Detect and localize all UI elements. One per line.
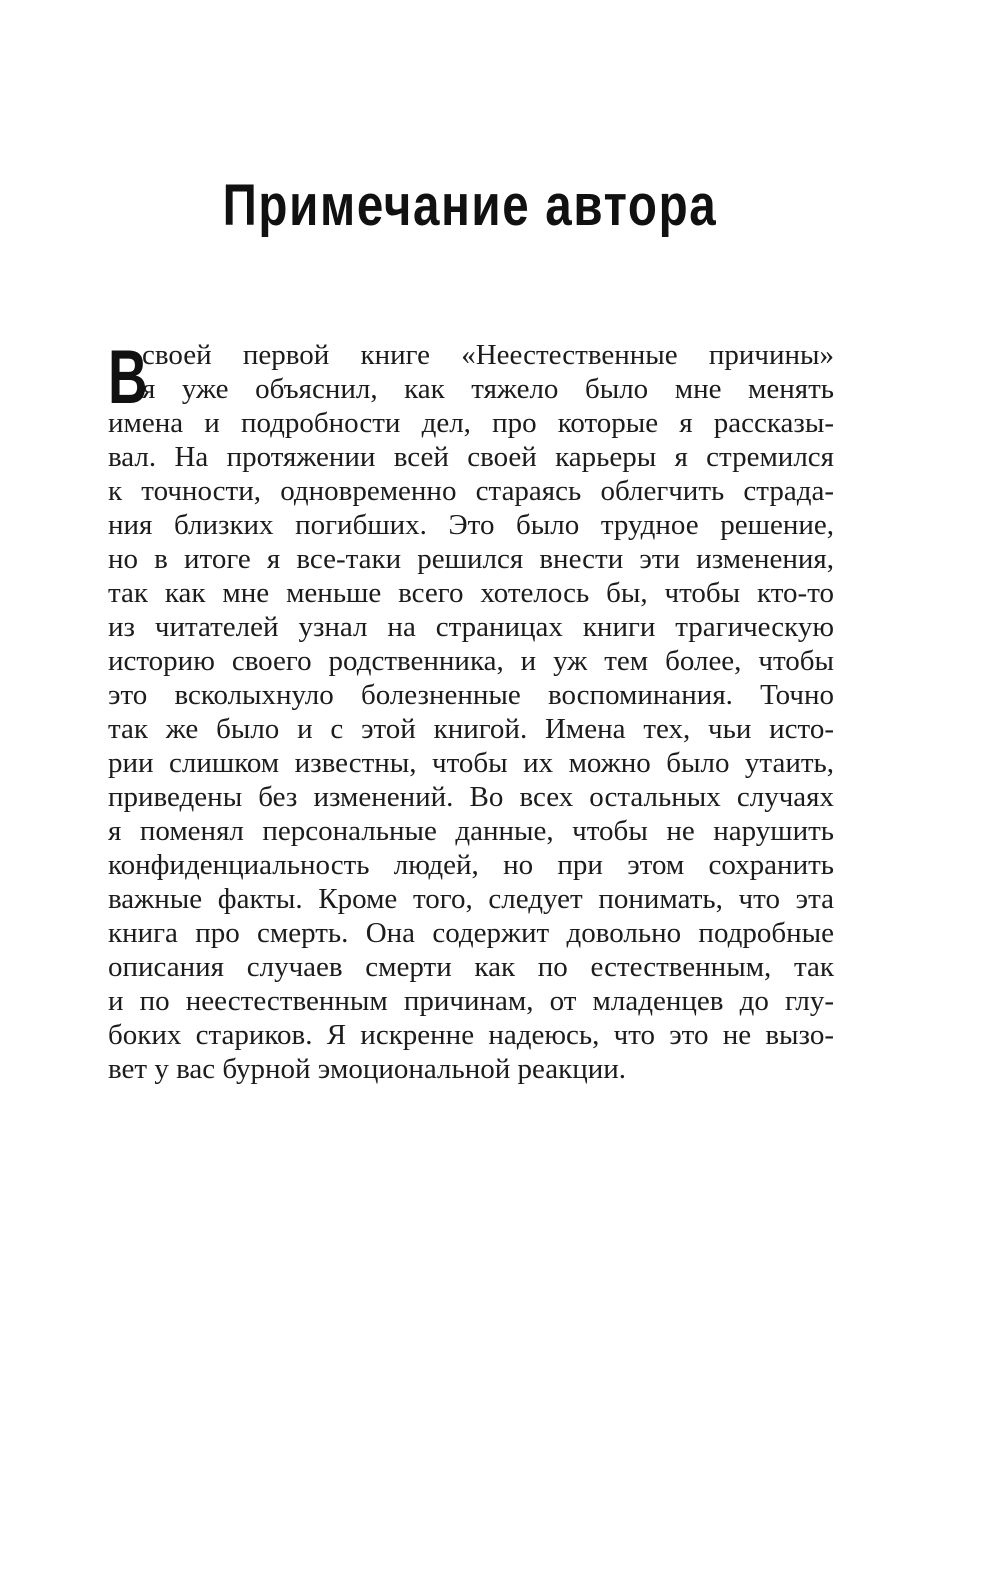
- text-line: рии слишком известны, чтобы их можно было утаить,: [108, 747, 834, 779]
- text-line: приведены без изменений. Во всех остальных случаях: [108, 781, 834, 813]
- page-title: Примечание автора: [222, 173, 718, 238]
- text-line: и по неестественным причинам, от младенцев до глу-: [108, 985, 834, 1017]
- text-line: вет у вас бурной эмоциональной реакции.: [108, 1053, 627, 1085]
- text-line: но в итоге я все-таки решился внести эти изменения,: [108, 543, 834, 575]
- text-line: из читателей узнал на страницах книги трагическую: [108, 611, 834, 643]
- text-line: книга про смерть. Она содержит довольно подробные: [108, 917, 834, 949]
- text-line: имена и подробности дел, про которые я рассказы-: [108, 407, 834, 439]
- drop-cap: В: [108, 335, 148, 420]
- text-line: так как мне меньше всего хотелось бы, чтобы кто-то: [108, 577, 834, 609]
- body-text: [108, 335, 834, 1086]
- text-line: важные факты. Кроме того, следует понимать, что эта: [108, 883, 834, 915]
- text-line: я поменял персональные данные, чтобы не нарушить: [108, 815, 834, 847]
- text-line: к точности, одновременно стараясь облегчить страда-: [108, 475, 834, 507]
- text-line: ния близких погибших. Это было трудное решение,: [108, 509, 834, 541]
- text-line: это всколыхнуло болезненные воспоминания. Точно: [108, 679, 834, 711]
- text-line: историю своего родственника, и уж тем более, чтобы: [108, 645, 834, 677]
- text-line: описания случаев смерти как по естественным, так: [108, 951, 834, 983]
- text-line: вал. На протяжении всей своей карьеры я стремился: [108, 441, 834, 473]
- text-line: боких стариков. Я искренне надеюсь, что это не вызо-: [108, 1019, 834, 1051]
- text-line: своей первой книге «Неестественные причины»: [142, 339, 834, 371]
- text-line: конфиденциальность людей, но при этом сохранить: [108, 849, 834, 881]
- text-line: так же было и с этой книгой. Имена тех, чьи исто-: [108, 713, 834, 745]
- text-line: я уже объяснил, как тяжело было мне менять: [142, 373, 834, 405]
